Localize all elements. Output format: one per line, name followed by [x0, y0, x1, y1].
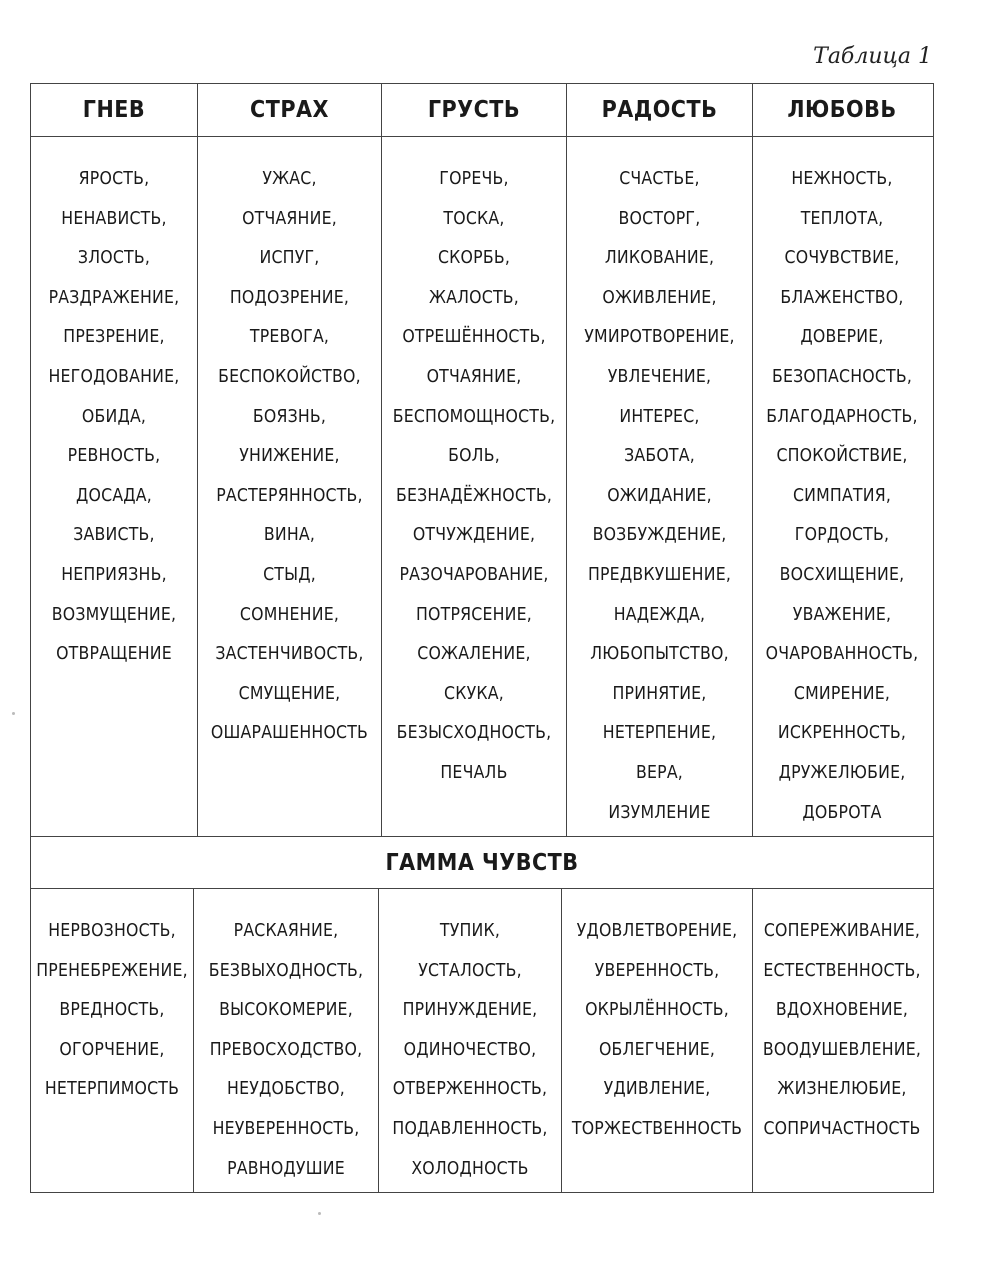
- emotion-word: НЕУВЕРЕННОСТЬ,: [212, 1118, 360, 1139]
- gamma-column-4: [562, 889, 753, 1192]
- emotion-word: ИСКРЕННОСТЬ,: [777, 723, 907, 744]
- emotion-word: НЕРВОЗНОСТЬ,: [48, 921, 176, 941]
- emotion-word: УЖАС,: [262, 169, 317, 189]
- emotion-word: РАЗДРАЖЕНИЕ,: [48, 287, 180, 308]
- emotion-word: ОКРЫЛЁННОСТЬ,: [585, 1000, 729, 1021]
- emotion-word: ЛИКОВАНИЕ,: [604, 248, 715, 269]
- emotion-word: ЗЛОСТЬ,: [77, 248, 151, 269]
- header-joy: РАДОСТЬ: [567, 84, 753, 136]
- emotion-word: НЕГОДОВАНИЕ,: [48, 366, 180, 387]
- emotion-word: ЗАСТЕНЧИВОСТЬ,: [215, 644, 364, 665]
- emotion-word: ДРУЖЕЛЮБИЕ,: [778, 762, 906, 783]
- gamma-emotions-row: [31, 889, 933, 1192]
- emotion-word: ОТВРАЩЕНИЕ: [56, 644, 172, 665]
- gamma-title: ГАММА ЧУВСТВ: [385, 849, 579, 876]
- emotion-word: НЕУДОБСТВО,: [227, 1079, 345, 1100]
- emotion-word: ВИНА,: [263, 525, 316, 546]
- emotion-word: СОЖАЛЕНИЕ,: [417, 644, 531, 665]
- emotion-word: ХОЛОДНОСТЬ: [411, 1158, 529, 1179]
- emotion-word: ДОСАДА,: [76, 485, 152, 506]
- emotion-word: ТУПИК,: [439, 921, 501, 941]
- emotion-word: ПОДАВЛЕННОСТЬ,: [392, 1118, 548, 1139]
- emotion-word: УМИРОТВОРЕНИЕ,: [584, 327, 735, 348]
- emotion-word: ЖАЛОСТЬ,: [429, 287, 519, 308]
- emotion-word: СЧАСТЬЕ,: [619, 169, 700, 189]
- emotion-word: СОМНЕНИЕ,: [239, 604, 340, 625]
- emotion-word: БЛАЖЕНСТВО,: [780, 287, 904, 308]
- emotion-word: ТОСКА,: [443, 208, 505, 229]
- emotion-word: ОГОРЧЕНИЕ,: [59, 1039, 165, 1060]
- table-caption: Таблица 1: [813, 44, 932, 69]
- emotion-word: СПОКОЙСТВИЕ,: [776, 446, 908, 467]
- emotions-table: [30, 83, 934, 1193]
- gamma-column-1: [31, 889, 194, 1192]
- emotion-word: ПОТРЯСЕНИЕ,: [416, 604, 532, 625]
- emotion-word: БЕЗОПАСНОСТЬ,: [771, 366, 913, 387]
- header-anger: ГНЕВ: [31, 84, 198, 136]
- emotion-word: УВЕРЕННОСТЬ,: [594, 960, 720, 981]
- emotion-word: УНИЖЕНИЕ,: [239, 446, 340, 467]
- emotion-word: ЗАБОТА,: [624, 446, 695, 467]
- emotion-word: ВЫСОКОМЕРИЕ,: [219, 1000, 353, 1021]
- emotion-word: ВДОХНОВЕНИЕ,: [775, 1000, 909, 1021]
- emotion-word: ОТЧАЯНИЕ,: [426, 366, 522, 387]
- emotion-word: СКУКА,: [444, 683, 504, 704]
- emotion-word: ДОБРОТА: [802, 802, 882, 823]
- header-row: [31, 84, 933, 137]
- emotion-word: ОШАРАШЕННОСТЬ: [210, 723, 369, 744]
- emotion-word: ВОСХИЩЕНИЕ,: [779, 564, 905, 585]
- emotion-word: СОПЕРЕЖИВАНИЕ,: [763, 921, 921, 941]
- column-fear: [198, 137, 382, 836]
- emotion-word: УВАЖЕНИЕ,: [792, 604, 892, 625]
- emotion-word: ОБЛЕГЧЕНИЕ,: [598, 1039, 716, 1060]
- emotion-word: ПРЕНЕБРЕЖЕНИЕ,: [36, 960, 188, 981]
- emotion-word: СОПРИЧАСТНОСТЬ: [763, 1118, 921, 1139]
- emotion-word: ОТЧАЯНИЕ,: [242, 208, 337, 229]
- emotion-word: ВОЗМУЩЕНИЕ,: [51, 604, 177, 625]
- emotion-word: ГОРДОСТЬ,: [794, 525, 890, 546]
- emotion-word: СМУЩЕНИЕ,: [238, 683, 341, 704]
- emotion-word: РАСКАЯНИЕ,: [233, 921, 339, 941]
- emotion-word: ИЗУМЛЕНИЕ: [608, 802, 711, 823]
- header-love: ЛЮБОВЬ: [787, 97, 897, 123]
- emotion-word: РАЗОЧАРОВАНИЕ,: [399, 564, 549, 585]
- emotion-word: ПРЕВОСХОДСТВО,: [209, 1039, 363, 1060]
- column-anger: [31, 137, 198, 836]
- emotion-word: ВЕРА,: [635, 762, 683, 783]
- emotion-word: ИНТЕРЕС,: [619, 406, 700, 427]
- emotion-word: ОЖИДАНИЕ,: [607, 485, 712, 506]
- paper-speck: [318, 1212, 321, 1215]
- emotion-word: ОТЧУЖДЕНИЕ,: [412, 525, 536, 546]
- emotion-word: ВООДУШЕВЛЕНИЕ,: [762, 1039, 922, 1060]
- header-fear: СТРАХ: [198, 84, 382, 136]
- emotion-word: ПЕЧАЛЬ: [440, 762, 508, 783]
- emotion-word: СИМПАТИЯ,: [792, 485, 892, 506]
- emotion-word: СКОРБЬ,: [437, 248, 511, 269]
- emotion-word: БЛАГОДАРНОСТЬ,: [766, 406, 918, 427]
- emotion-word: ВОЗБУЖДЕНИЕ,: [592, 525, 727, 546]
- emotion-word: ДОВЕРИЕ,: [800, 327, 884, 348]
- emotion-word: ИСПУГ,: [259, 248, 320, 269]
- emotion-word: БОЯЗНЬ,: [252, 406, 327, 427]
- emotion-word: ВОСТОРГ,: [618, 208, 701, 229]
- emotion-word: СМИРЕНИЕ,: [793, 683, 891, 704]
- emotion-word: ПРИНЯТИЕ,: [612, 683, 707, 704]
- emotion-word: НАДЕЖДА,: [613, 604, 706, 625]
- column-sadness: [382, 137, 567, 836]
- emotion-word: УСТАЛОСТЬ,: [418, 960, 522, 981]
- emotion-word: НЕТЕРПИМОСТЬ: [44, 1079, 180, 1100]
- emotion-word: ТРЕВОГА,: [249, 327, 330, 348]
- emotion-word: ПРЕЗРЕНИЕ,: [63, 327, 165, 348]
- paper-speck: [12, 712, 15, 715]
- emotion-word: ОДИНОЧЕСТВО,: [403, 1039, 537, 1060]
- emotion-word: ГОРЕЧЬ,: [439, 169, 509, 189]
- emotion-word: НЕНАВИСТЬ,: [61, 208, 167, 229]
- emotion-word: ТЕПЛОТА,: [800, 208, 884, 229]
- emotion-word: ОЧАРОВАННОСТЬ,: [765, 644, 919, 665]
- emotion-word: УДИВЛЕНИЕ,: [603, 1079, 711, 1100]
- emotion-word: ОЖИВЛЕНИЕ,: [602, 287, 717, 308]
- emotion-word: РЕВНОСТЬ,: [67, 446, 161, 467]
- gamma-column-3: [379, 889, 562, 1192]
- emotion-word: ВРЕДНОСТЬ,: [59, 1000, 165, 1021]
- emotion-word: ПРИНУЖДЕНИЕ,: [402, 1000, 538, 1021]
- gamma-column-2: [194, 889, 379, 1192]
- emotion-word: ЗАВИСТЬ,: [73, 525, 155, 546]
- emotion-word: НЕЖНОСТЬ,: [791, 169, 893, 189]
- emotion-word: РАВНОДУШИЕ: [227, 1158, 345, 1179]
- emotion-word: БЕСПОМОЩНОСТЬ,: [392, 406, 556, 427]
- emotion-word: ПРЕДВКУШЕНИЕ,: [587, 564, 732, 585]
- column-love: [753, 137, 931, 836]
- emotion-word: СТЫД,: [263, 564, 316, 585]
- emotion-word: УДОВЛЕТВОРЕНИЕ,: [576, 921, 738, 941]
- emotion-word: ЛЮБОПЫТСТВО,: [590, 644, 729, 665]
- emotion-word: НЕПРИЯЗНЬ,: [61, 564, 167, 585]
- emotion-word: БЕЗНАДЁЖНОСТЬ,: [395, 485, 553, 506]
- emotion-word: ПОДОЗРЕНИЕ,: [229, 287, 350, 308]
- emotion-word: ОТВЕРЖЕННОСТЬ,: [392, 1079, 548, 1100]
- emotion-word: БОЛЬ,: [448, 446, 500, 467]
- column-joy: [567, 137, 753, 836]
- emotion-word: РАСТЕРЯННОСТЬ,: [216, 485, 363, 506]
- emotion-word: НЕТЕРПЕНИЕ,: [602, 723, 717, 744]
- main-emotions-row: [31, 137, 933, 836]
- gamma-header-row: [31, 836, 933, 889]
- emotion-word: БЕЗЫСХОДНОСТЬ,: [396, 723, 552, 744]
- header-sadness: ГРУСТЬ: [382, 84, 567, 136]
- emotion-word: СОЧУВСТВИЕ,: [784, 248, 900, 269]
- emotion-word: БЕЗВЫХОДНОСТЬ,: [208, 960, 364, 981]
- emotion-word: ОТРЕШЁННОСТЬ,: [402, 327, 546, 348]
- emotion-word: УВЛЕЧЕНИЕ,: [607, 366, 712, 387]
- emotion-word: ТОРЖЕСТВЕННОСТЬ: [571, 1118, 743, 1139]
- emotion-word: ЕСТЕСТВЕННОСТЬ,: [763, 960, 921, 981]
- emotion-word: БЕСПОКОЙСТВО,: [218, 366, 361, 387]
- emotion-word: ЖИЗНЕЛЮБИЕ,: [777, 1079, 907, 1100]
- gamma-column-5: [753, 889, 931, 1192]
- emotion-word: ЯРОСТЬ,: [78, 169, 150, 189]
- emotion-word: ОБИДА,: [81, 406, 147, 427]
